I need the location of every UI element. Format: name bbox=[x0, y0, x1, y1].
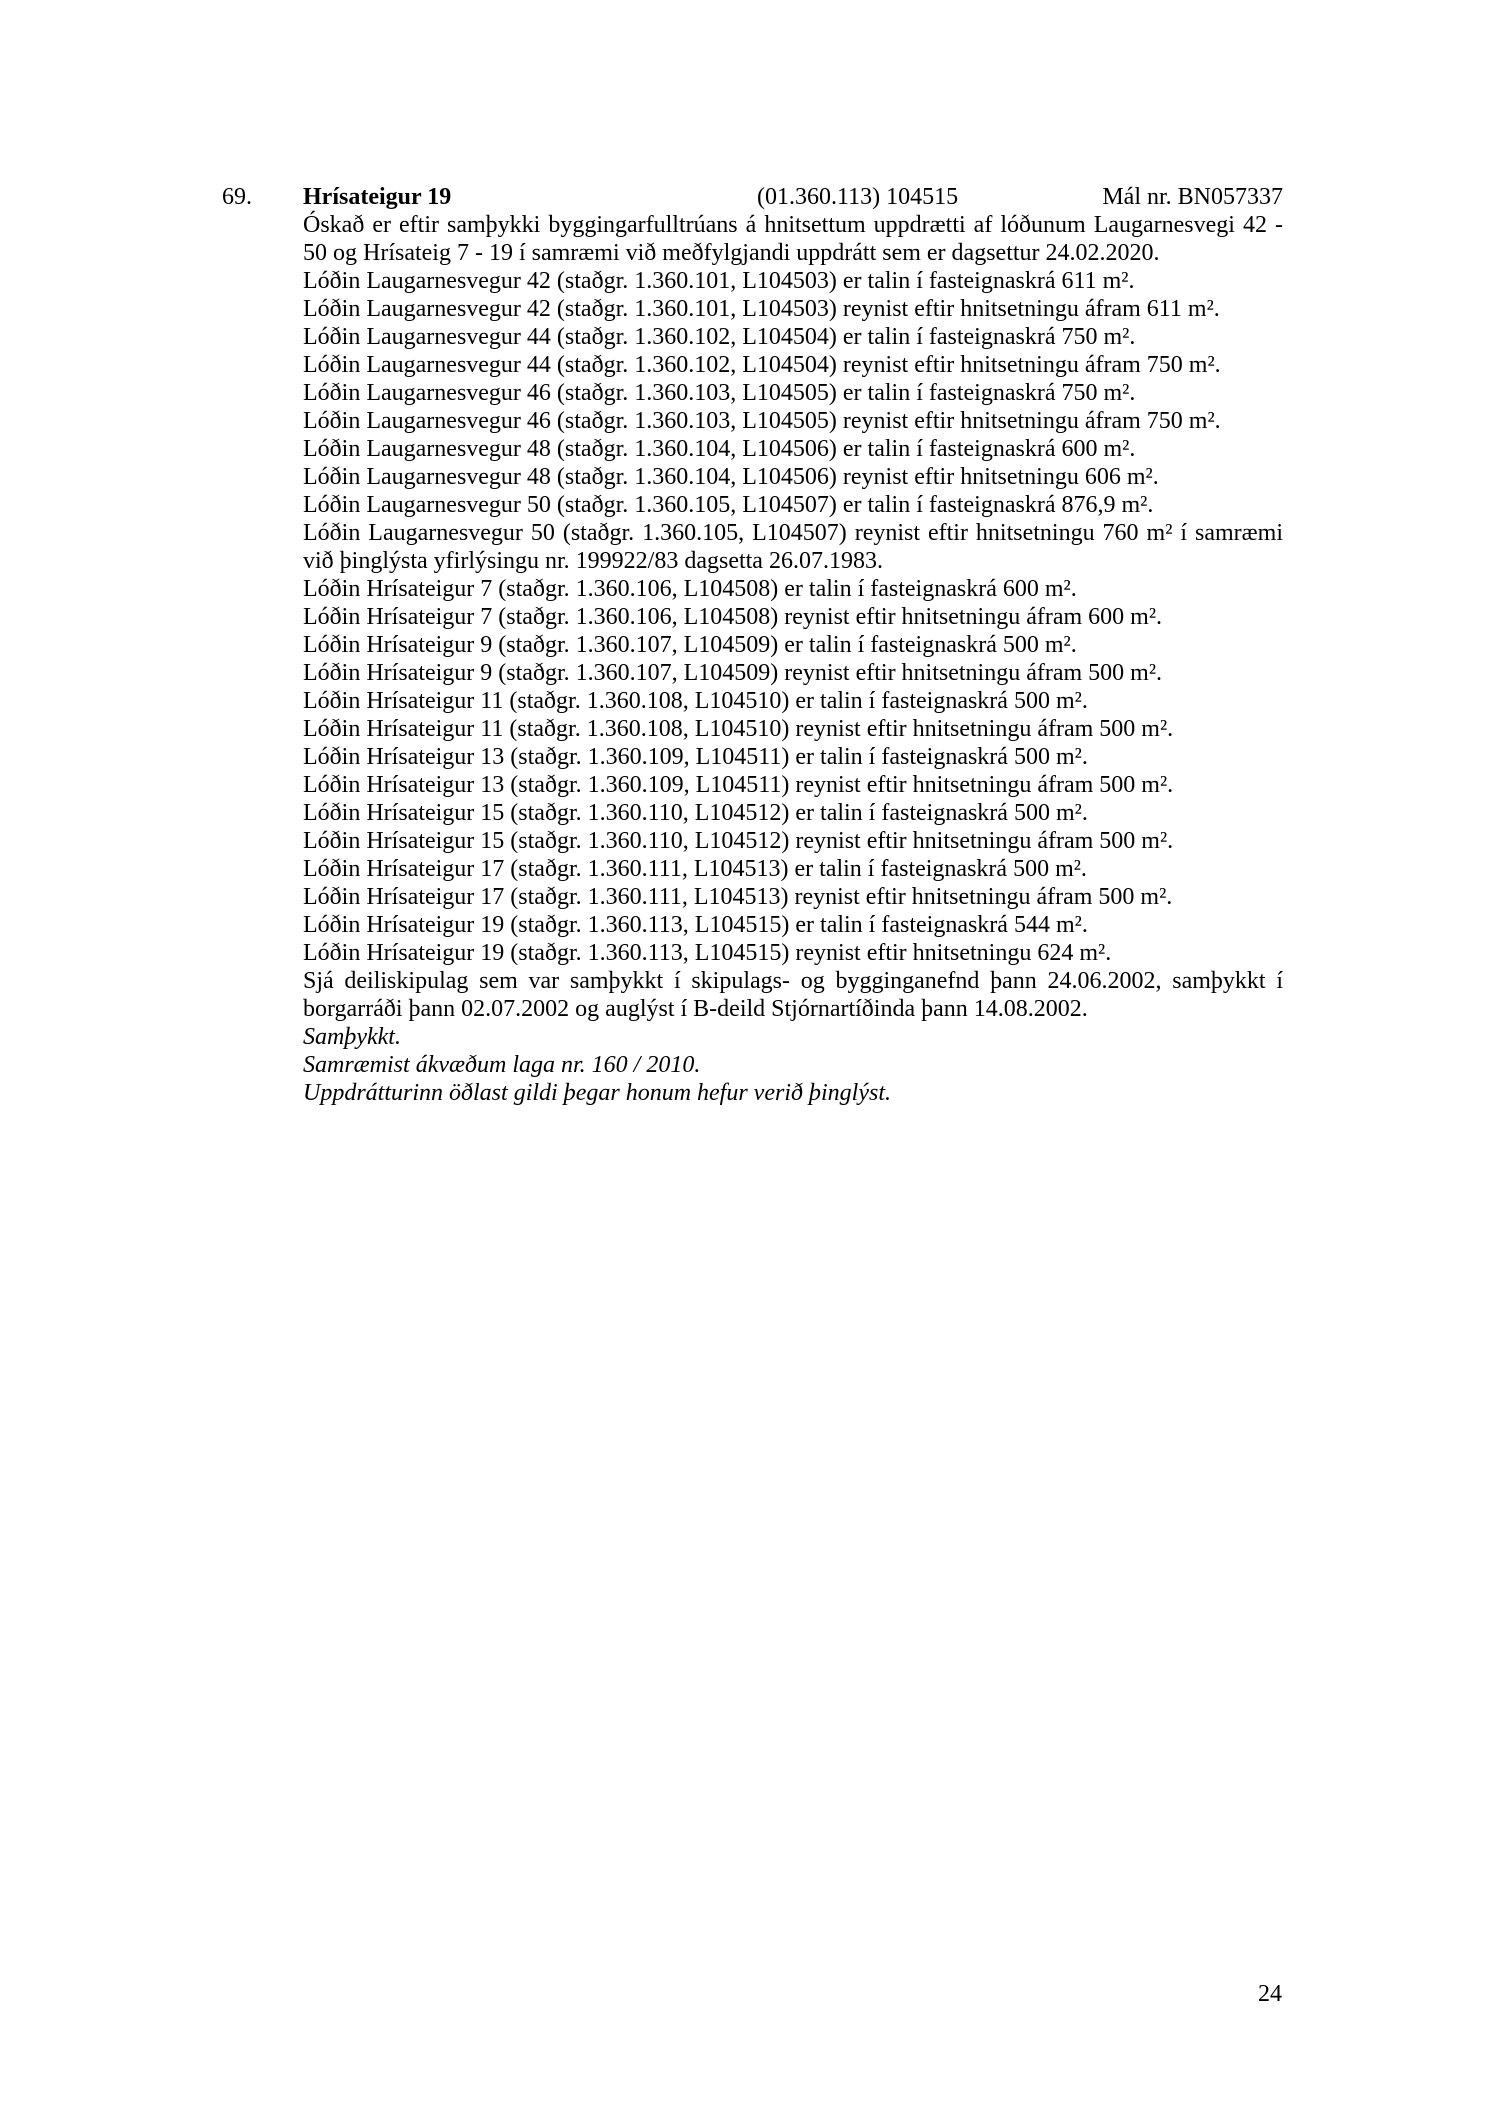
body-paragraph: Lóðin Laugarnesvegur 44 (staðgr. 1.360.102, L104504) er talin í fasteignaskrá 750 m². bbox=[303, 324, 1136, 350]
body-paragraph: Lóðin Hrísateigur 11 (staðgr. 1.360.108, L104510) reynist eftir hnitsetningu áfram 500 m². bbox=[303, 716, 1174, 742]
body-paragraph: Lóðin Laugarnesvegur 48 (staðgr. 1.360.104, L104506) reynist eftir hnitsetningu 606 m². bbox=[303, 464, 1159, 490]
body-paragraph: Lóðin Laugarnesvegur 42 (staðgr. 1.360.101, L104503) er talin í fasteignaskrá 611 m². bbox=[303, 268, 1135, 294]
body-paragraph: Lóðin Hrísateigur 9 (staðgr. 1.360.107, L104509) er talin í fasteignaskrá 500 m². bbox=[303, 632, 1077, 658]
body-paragraph: Lóðin Hrísateigur 17 (staðgr. 1.360.111, L104513) reynist eftir hnitsetningu áfram 500 m². bbox=[303, 884, 1173, 910]
decision-law-line: Samræmist ákvæðum laga nr. 160 / 2010. bbox=[303, 1052, 701, 1078]
body-paragraph: Lóðin Hrísateigur 13 (staðgr. 1.360.109, L104511) reynist eftir hnitsetningu áfram 500 m². bbox=[303, 772, 1174, 798]
item-header bbox=[222, 183, 1283, 211]
body-paragraph: Lóðin Hrísateigur 7 (staðgr. 1.360.106, L104508) er talin í fasteignaskrá 600 m². bbox=[303, 576, 1077, 602]
body-paragraph: Lóðin Laugarnesvegur 50 (staðgr. 1.360.105, L104507) reynist eftir hnitsetningu 760 m² í samræmi við þinglýsta yfirlýsingu nr. 199922/83 dagsetta 26.07.1983. bbox=[303, 520, 1283, 574]
body-paragraph: Sjá deiliskipulag sem var samþykkt í skipulags- og bygginganefnd þann 24.06.2002, samþykkt í borgarráði þann 02.07.2002 og auglýst í B-deild Stjórnartíðinda þann 14.08.2002. bbox=[303, 968, 1283, 1022]
item-code: (01.360.113) 104515 bbox=[757, 184, 959, 210]
item-title: Hrísateigur 19 bbox=[303, 184, 452, 210]
body-paragraph: Lóðin Laugarnesvegur 42 (staðgr. 1.360.101, L104503) reynist eftir hnitsetningu áfram 611 m². bbox=[303, 296, 1220, 322]
body-paragraph: Lóðin Hrísateigur 19 (staðgr. 1.360.113, L104515) er talin í fasteignaskrá 544 m². bbox=[303, 912, 1088, 938]
body-paragraph: Lóðin Laugarnesvegur 46 (staðgr. 1.360.103, L104505) reynist eftir hnitsetningu áfram 750 m². bbox=[303, 408, 1221, 434]
decision-validity-line: Uppdrátturinn öðlast gildi þegar honum hefur verið þinglýst. bbox=[303, 1080, 891, 1106]
body-paragraph: Lóðin Laugarnesvegur 44 (staðgr. 1.360.102, L104504) reynist eftir hnitsetningu áfram 750 m². bbox=[303, 352, 1221, 378]
page-number: 24 bbox=[1258, 1981, 1282, 2007]
body-paragraph: Lóðin Hrísateigur 9 (staðgr. 1.360.107, L104509) reynist eftir hnitsetningu áfram 500 m². bbox=[303, 660, 1163, 686]
body-paragraph: Lóðin Hrísateigur 13 (staðgr. 1.360.109, L104511) er talin í fasteignaskrá 500 m². bbox=[303, 744, 1088, 770]
body-paragraph: Lóðin Hrísateigur 19 (staðgr. 1.360.113, L104515) reynist eftir hnitsetningu 624 m². bbox=[303, 940, 1112, 966]
body-paragraph: Lóðin Laugarnesvegur 50 (staðgr. 1.360.105, L104507) er talin í fasteignaskrá 876,9 m². bbox=[303, 492, 1154, 518]
item-content bbox=[222, 183, 1283, 1107]
item-case-number: Mál nr. BN057337 bbox=[1102, 184, 1283, 210]
decision-status-line: Samþykkt. bbox=[303, 1024, 401, 1050]
item-number: 69. bbox=[222, 184, 252, 210]
body-paragraph: Lóðin Hrísateigur 7 (staðgr. 1.360.106, L104508) reynist eftir hnitsetningu áfram 600 m². bbox=[303, 604, 1163, 630]
body-paragraph: Lóðin Laugarnesvegur 46 (staðgr. 1.360.103, L104505) er talin í fasteignaskrá 750 m². bbox=[303, 380, 1136, 406]
body-paragraph: Lóðin Hrísateigur 15 (staðgr. 1.360.110, L104512) reynist eftir hnitsetningu áfram 500 m². bbox=[303, 828, 1174, 854]
body-paragraph: Lóðin Hrísateigur 11 (staðgr. 1.360.108, L104510) er talin í fasteignaskrá 500 m². bbox=[303, 688, 1088, 714]
body-paragraph: Óskað er eftir samþykki byggingarfulltrúans á hnitsettum uppdrætti af lóðunum Laugarnesvegi 42 - 50 og Hrísateig 7 - 19 í samræmi við meðfylgjandi uppdrátt sem er dagsettur 24.02.2020. bbox=[303, 212, 1283, 266]
body-paragraph: Lóðin Hrísateigur 15 (staðgr. 1.360.110, L104512) er talin í fasteignaskrá 500 m². bbox=[303, 800, 1088, 826]
body-paragraph: Lóðin Hrísateigur 17 (staðgr. 1.360.111, L104513) er talin í fasteignaskrá 500 m². bbox=[303, 856, 1087, 882]
body-paragraph: Lóðin Laugarnesvegur 48 (staðgr. 1.360.104, L104506) er talin í fasteignaskrá 600 m². bbox=[303, 436, 1136, 462]
